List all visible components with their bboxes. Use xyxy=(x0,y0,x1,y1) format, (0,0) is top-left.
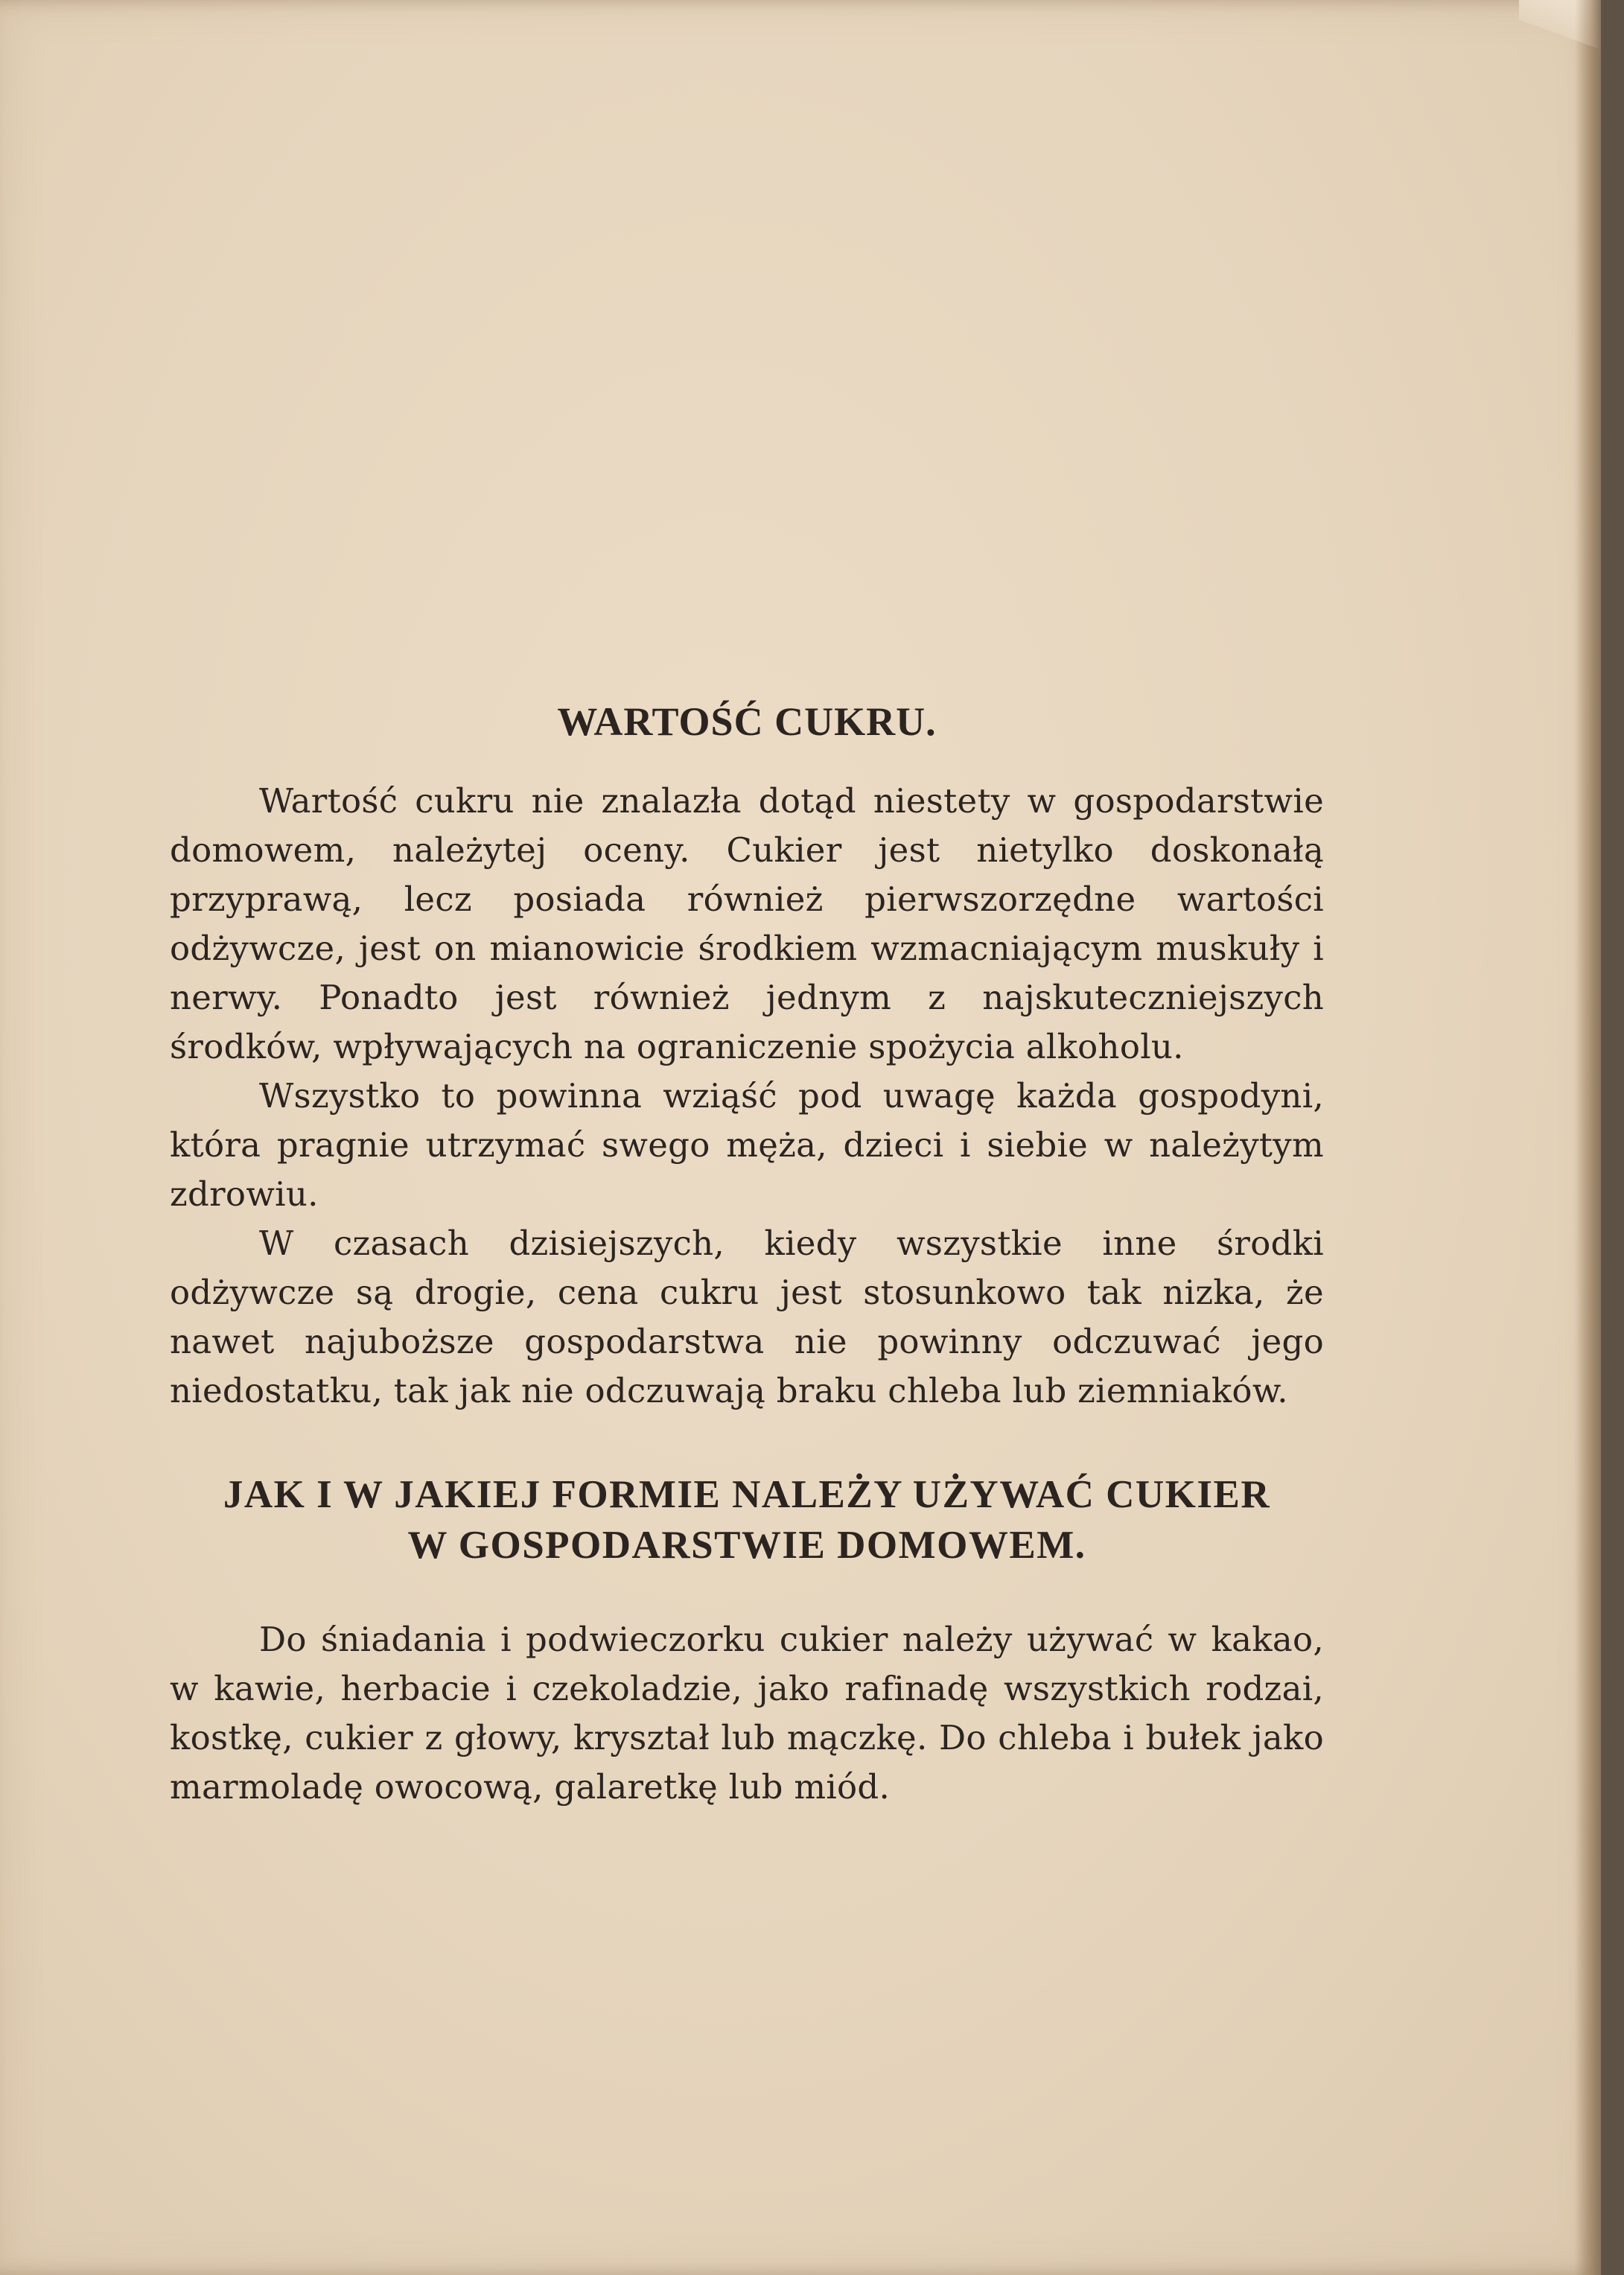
paragraph: Wszystko to powinna wziąść pod uwagę każda gospodyni, która pragnie utrzymać swego męża, dzieci i siebie w należytym zdrowiu. xyxy=(170,1076,1324,1215)
section-title-sugar-value: WARTOŚĆ CUKRU. xyxy=(557,699,937,744)
paragraph: Do śniadania i podwieczorku cukier należy używać w kakao, w kawie, herbacie i czekoladzie, jako rafinadę wszystkich rodzai, kostkę, cukier z głowy, kryształ lub mączkę. Do chleba i bułek jako marmoladę owocową, galaretkę lub miód. xyxy=(170,1620,1324,1807)
section-title-how-to-use xyxy=(170,1469,1324,1571)
section-title-line: W GOSPODARSTWIE DOMOWEM. xyxy=(407,1524,1086,1568)
page-text-block xyxy=(170,700,1324,1812)
paragraph: W czasach dzisiejszych, kiedy wszystkie inne środki odżywcze są drogie, cena cukru jest stosunkowo tak nizka, że nawet najuboższe gospodarstwa nie powinny odczuwać jego niedostatku, tak jak nie odczuwają braku chleba lub ziemniaków. xyxy=(170,1224,1324,1411)
section-title-line: JAK I W JAKIEJ FORMIE NALEŻY UŻYWAĆ CUKIER xyxy=(223,1473,1271,1517)
page-edge-shadow xyxy=(1575,0,1601,2275)
paragraph: Wartość cukru nie znalazła dotąd niestety w gospodarstwie domowem, należytej oceny. Cukier jest nietylko doskonałą przyprawą, lecz posiada również pierwszorzędne wartości odżywcze, jest on mianowicie środkiem wzmacniającym muskuły i nerwy. Ponadto jest również jednym z najskuteczniejszych środków, wpływających na ograniczenie spożycia alkoholu. xyxy=(170,781,1324,1067)
